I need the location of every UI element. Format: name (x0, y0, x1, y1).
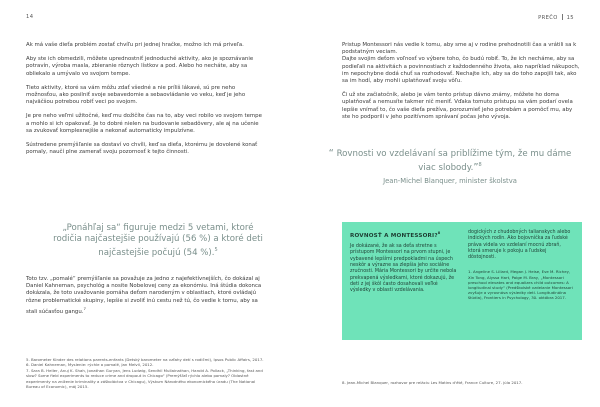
right-footnote: 8. Jean-Michel Blanquer, rozhovor pre reláciu Les Matins d'été, France Culture, 27. júla 2017. (342, 380, 523, 385)
sidebar-title: ROVNOSŤ A MONTESSORI?$^8$ (350, 231, 441, 239)
footnote: 6. Daniel Kahneman, Myslenie: rýchle a pomalé, Jan Melvil, 2012. (26, 362, 154, 368)
left-footnotes (26, 357, 266, 389)
right-paragraph: Pristup Montessori nás vedie k tomu, aby sme aj v rodine prehodnotili čas a vrátili sa k podstatným veciam. (342, 42, 577, 56)
left-after-quote (26, 276, 262, 316)
right-pull-quote (320, 148, 580, 187)
left-paragraph: Ak má vaše dieťa problém zostať chvíľu pri jednej hračke, možno ich má priveľa. (26, 42, 244, 48)
pull-quote-attribution: Jean-Michel Blanquer, minister školstva (383, 176, 517, 185)
left-after-quote-ref: 7 (83, 305, 86, 311)
right-pull-quote-text: Rovnosti vo vzdelávaní sa priblížime tým, že mu dáme viac slobody. (336, 149, 572, 173)
left-pull-quote-text: „Ponáhľaj sa“ figuruje medzi 5 vetami, ktoré rodičia najčastejšie používajú (56 %) a ktoré deti najčastejšie počujú (54 %). (53, 223, 263, 258)
right-paragraph: Dajte svojim deťom voľnosť vo výbere toho, čo budú robiť. To, že ich necháme, aby sa podieľali na aktivitách a povinnostiach z každodenného života, ako napríklad nákupoch, im nepochybne dodá chuť sa rozhodovať. Nechajte ich, aby sa do toho zapojili tak, ako sa im hodí, aby mohli uplatňovať svoju vôľu. (342, 56, 580, 85)
left-pull-quote-ref: 5 (214, 247, 218, 253)
left-paragraph: Sústredene premýšľanie sa dostaví vo chvíli, keď sa dieťa, ktorému je dovolené konať pomaly, naučí plne zamerať svoju pozornosť k tejto činnosti. (26, 142, 258, 156)
left-paragraph: Aby ste ich obmedzili, môžete uprednostniť jednoduché aktivity, ako je spoznávanie potravín, výroba masla, zbieranie rôznych lístkov a pod. Alebo ho necháte, aby sa obliekalo a umývalo vo svojom tempe. (26, 56, 254, 77)
left-after-quote-text: Toto tzv. „pomalé“ premýšľanie sa považuje za jedno z najefektívnejších, čo dokázal aj Daniel Kahneman, psychológ a nosite Nobelovej ceny za ekonómiu. Iná štúdia dokonca dokázala, že toto uvažovanie pomáha deťom narodeným v oblastiach, ktoré ovládajú rôzne problematické skupiny, lepšie si zvoliť inú cestu než tú, čo vedie k tomu, aby sa stali súčasťou gangu. (26, 276, 262, 315)
footnote: 7. Sara B. Heller, Anuj K. Shah, Jonathan Guryan, Jens Ludwig, Sendhil Mullainathan, Harold A. Pollack, „Thinking, fast and slow? Some field experiments to reduce crime and dropout in Chicago“ (Premýšľať rýchlo alebo pomaly? Oblastné experimenty na zníženie kriminality a záškoláctva v Chicagu), Výskum Národného ekonomického úradu (The National Bureau of Economic), máj 2015. (26, 367, 263, 390)
montessori-sidebar-box (342, 222, 582, 340)
quote-open-mark: “ (328, 148, 334, 159)
right-pull-quote-ref: 8 (478, 162, 482, 168)
left-paragraph: Je pre neho veľmi užitočné, keď mu dožičíte čas na to, aby veci robilo vo svojom tempe a mohlo si ich opakovať. Je to dobré nielen na budovanie sebadôvery, ale aj na učenie sa zvukovať komplexnejšie a nekonať automaticky impulzívne. (26, 113, 262, 134)
running-header-right (538, 14, 574, 21)
left-pull-quote (48, 223, 268, 259)
quote-close-mark: ” (473, 161, 479, 173)
sidebar-text-col2: dogických z chudobných talianskych alebo indických rodín. Ako bojovníčka za ľudské práva videla vo vzdelaní mocnú zbraň, ktorá smeruje k pokoju a ľudskej dôstojnosti. (468, 230, 571, 261)
sidebar-footnote: 1. Angeline S. Lillard, Megan J. Heise, Eve M. Richey, Xin Tong, Alyssa Hart, Paige M. Bray, „Montessori preschool elevates and equalizes child outcomes: A longitudinal study“ (Predškolské vzdelanie Montessori zvyšuje a vyrovnáva výsledky detí. Longitudinálna štúdia), Frontiers in Psychology, 30. októbra 2017. (468, 269, 573, 300)
right-body-text (342, 42, 582, 121)
sidebar-text-col1: Je dokázané, že ak sa deťa stretne s prístupom Montessori na prvom stupni, je vybavené lepšími predpokladmi na úspech neskôr a výrazne sa zlepšia jeho sociálne zručnosti. Mária Montessori by určite nebola prekvapená výsledkami, ktoré dokazujú, že deti z jej škôl často dosahovali veľké výsledky v oblasti vzdelávania. (350, 244, 457, 294)
left-paragraph: Tieto aktivity, ktoré sa vám môžu zdať všedné a nie príliš lákavé, sú pre neho možnosťou, ako posilniť svoje sebavedomie a sebaovládanie vo veku, keď je jeho najväčšou potrebou robiť veci po svojom. (26, 84, 246, 106)
right-paragraph: Či už ste začiatočník, alebo je vám tento prístup dávno známy, môžete ho doma uplatňovať a nemusíte takmer nič meniť. Vďaka tomuto prístupu sa vám podarí ovela lepšie vnímať to, čo vaše dieťa prežíva, porozumieť jeho potrebám a pomôcť mu, aby ste ho podporili v jeho pozitívnom správaní počas jeho vývoja. (342, 92, 573, 120)
left-body-text (26, 42, 262, 156)
header-divider (562, 14, 563, 20)
section-title: PREČO (538, 15, 558, 21)
footnote: 5. Barometer Kinder des relations parents-enfants (Detský barometer na vzťahy detí s rodičmi), Ipsos Public Affairs, 2017. (26, 357, 264, 362)
page-number-right: 15 (566, 15, 574, 21)
page-number-left: 14 (26, 14, 34, 20)
sidebar-title-ref: 8 (437, 231, 441, 235)
